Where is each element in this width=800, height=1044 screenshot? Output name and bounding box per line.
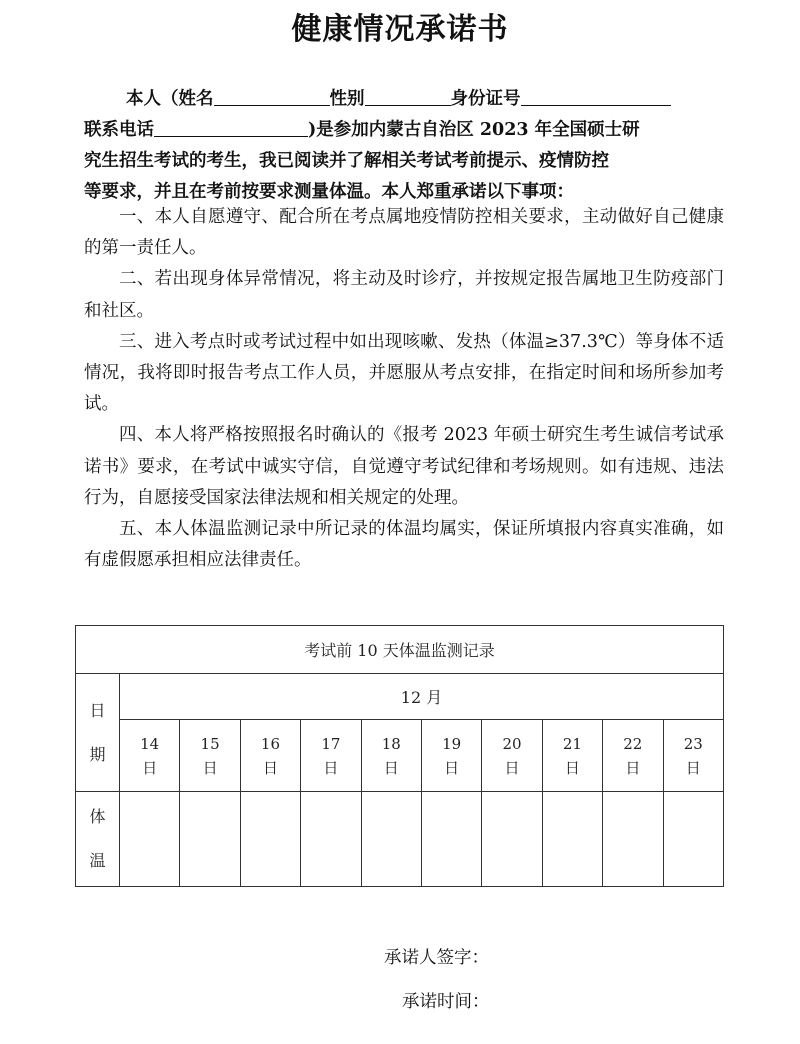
day-number: 19 bbox=[442, 734, 462, 753]
day-number: 17 bbox=[321, 734, 341, 753]
document-title: 健康情况承诺书 bbox=[291, 12, 509, 47]
day-cell bbox=[421, 720, 481, 792]
temperature-row-label bbox=[76, 792, 120, 887]
day-cell bbox=[240, 720, 300, 792]
commitment-item-4: 四、本人将严格按照报名时确认的《报考 2023 年硕士研究生考生诚信考试承诺书》要求，在考试中诚实守信，自觉遵守考试纪律和考场规则。如有违规、违法行为，自愿接受国家法律法规和相关规定的处理。 bbox=[84, 425, 724, 508]
temperature-cell[interactable] bbox=[421, 792, 481, 887]
name-blank[interactable] bbox=[214, 88, 330, 106]
intro-line-4: 等要求，并且在考前按要求测量体温。本人郑重承诺以下事项： bbox=[84, 182, 574, 202]
day-unit: 日 bbox=[625, 758, 641, 777]
day-number: 21 bbox=[562, 734, 582, 753]
month-header: 12 月 bbox=[120, 674, 724, 720]
day-unit: 日 bbox=[444, 758, 460, 777]
commitment-item-1: 一、本人自愿遵守、配合所在考点属地疫情防控相关要求，主动做好自己健康的第一责任人。 bbox=[84, 207, 724, 259]
day-unit: 日 bbox=[323, 758, 339, 777]
day-cell bbox=[542, 720, 602, 792]
signer-label: 承诺人签字： bbox=[384, 948, 489, 968]
day-cell bbox=[180, 720, 240, 792]
temperature-record-table bbox=[75, 625, 724, 887]
day-cell bbox=[301, 720, 361, 792]
temperature-cell[interactable] bbox=[663, 792, 723, 887]
commitment-items bbox=[84, 202, 724, 576]
temperature-cell[interactable] bbox=[240, 792, 300, 887]
day-number: 20 bbox=[502, 734, 522, 753]
temp-label-char-2: 温 bbox=[89, 851, 106, 870]
day-number: 15 bbox=[200, 734, 220, 753]
day-unit: 日 bbox=[262, 758, 278, 777]
gender-blank[interactable] bbox=[365, 88, 451, 106]
temperature-cell[interactable] bbox=[361, 792, 421, 887]
phone-blank[interactable] bbox=[154, 119, 308, 137]
day-unit: 日 bbox=[202, 758, 218, 777]
commitment-item-3: 三、进入考点时或考试过程中如出现咳嗽、发热（体温≥37.3℃）等身体不适情况，我将即时报告考点工作人员，并愿服从考点安排，在指定时间和场所参加考试。 bbox=[84, 331, 724, 415]
day-number: 22 bbox=[623, 734, 643, 753]
date-row-label bbox=[76, 674, 120, 792]
day-cell bbox=[482, 720, 542, 792]
day-unit: 日 bbox=[383, 758, 399, 777]
temp-label-char-1: 体 bbox=[89, 807, 106, 826]
day-cell bbox=[603, 720, 663, 792]
day-number: 18 bbox=[381, 734, 401, 753]
day-unit: 日 bbox=[564, 758, 580, 777]
day-number: 16 bbox=[260, 734, 281, 753]
date-label-char-1: 日 bbox=[89, 700, 106, 720]
intro-paragraph bbox=[84, 84, 724, 208]
temperature-cell[interactable] bbox=[482, 792, 542, 887]
table-caption: 考试前 10 天体温监测记录 bbox=[76, 626, 724, 674]
name-label: 本人（姓名 bbox=[126, 89, 214, 109]
commitment-item-2: 二、若出现身体异常情况，将主动及时诊疗，并按规定报告属地卫生防疫部门和社区。 bbox=[84, 269, 724, 321]
day-unit: 日 bbox=[142, 758, 158, 777]
commitment-time-label: 承诺时间： bbox=[402, 992, 490, 1012]
intro-line-3: 究生招生考试的考生，我已阅读并了解相关考试考前提示、疫情防控 bbox=[84, 151, 609, 171]
intro-line-2 bbox=[84, 115, 724, 146]
day-unit: 日 bbox=[504, 758, 520, 777]
temperature-cell[interactable] bbox=[542, 792, 602, 887]
gender-label: 性别 bbox=[329, 89, 365, 109]
day-number: 23 bbox=[683, 734, 703, 753]
day-cell bbox=[361, 720, 421, 792]
date-label-char-2: 期 bbox=[89, 744, 106, 764]
temperature-cell[interactable] bbox=[603, 792, 663, 887]
day-cell bbox=[120, 720, 180, 792]
temperature-cell[interactable] bbox=[120, 792, 180, 887]
phone-label: 联系电话 bbox=[84, 120, 154, 140]
commitment-item-5: 五、本人体温监测记录中所记录的体温均属实，保证所填报内容真实准确，如有虚假愿承担相应法律责任。 bbox=[84, 519, 724, 571]
day-unit: 日 bbox=[685, 758, 701, 777]
id-number-blank[interactable] bbox=[521, 88, 671, 106]
day-number: 14 bbox=[140, 734, 160, 753]
id-label: 身份证号 bbox=[450, 89, 521, 109]
intro-line-2-text: )是参加内蒙古自治区 2023 年全国硕士研 bbox=[308, 120, 640, 140]
intro-line-1 bbox=[84, 84, 724, 115]
temperature-cell[interactable] bbox=[180, 792, 240, 887]
day-cell bbox=[663, 720, 723, 792]
temperature-cell[interactable] bbox=[301, 792, 361, 887]
